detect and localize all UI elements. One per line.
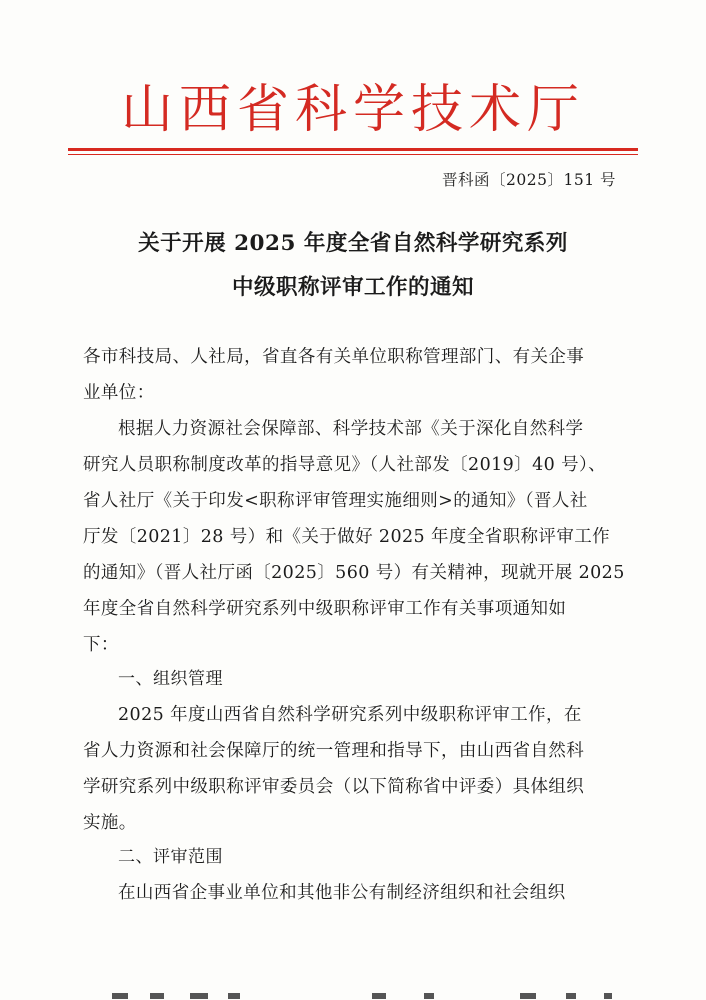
paragraph-line: 学研究系列中级职称评审委员会（以下简称省中评委）具体组织 [83,777,585,797]
paragraph-line: 省人力资源和社会保障厅的统一管理和指导下，由山西省自然科 [83,741,585,761]
cutoff-text-fragments [0,990,706,1000]
paragraph-line: 的通知》（晋人社厅函〔2025〕560 号）有关精神，现就开展 2025 [83,563,625,583]
issuing-organization: 山西省科学技术厅 [120,80,585,140]
paragraph-line: 在山西省企事业单位和其他非公有制经济组织和社会组织 [118,883,566,903]
paragraph-line: 厅发〔2021〕28 号）和《关于做好 2025 年度全省职称评审工作 [83,527,611,547]
section-heading: 一、组织管理 [118,669,223,689]
paragraph-line: 年度全省自然科学研究系列中级职称评审工作有关事项通知如 [83,599,567,619]
paragraph-line: 根据人力资源社会保障部、科学技术部《关于深化自然科学 [118,419,584,439]
title-line: 关于开展 2025 年度全省自然科学研究系列 [138,231,568,256]
document-number: 晋科函〔2025〕151 号 [442,171,616,189]
paragraph-line: 2025 年度山西省自然科学研究系列中级职称评审工作，在 [118,705,582,725]
red-header-rule [68,148,638,151]
document-title [0,222,706,310]
red-header-rule-thin [68,154,638,155]
section-heading: 二、评审范围 [118,847,223,867]
paragraph-line: 省人社厅《关于印发<职称评审管理实施细则>的通知》（晋人社 [83,491,588,511]
paragraph-line: 研究人员职称制度改革的指导意见》（人社部发〔2019〕40 号）、 [83,455,607,475]
paragraph-line: 实施。 [83,813,137,833]
title-line: 中级职称评审工作的通知 [231,275,474,300]
salutation-line: 各市科技局、人社局，省直各有关单位职称管理部门、有关企事 [83,347,585,367]
salutation-line: 业单位： [83,383,155,403]
paragraph-line: 下： [83,635,119,655]
